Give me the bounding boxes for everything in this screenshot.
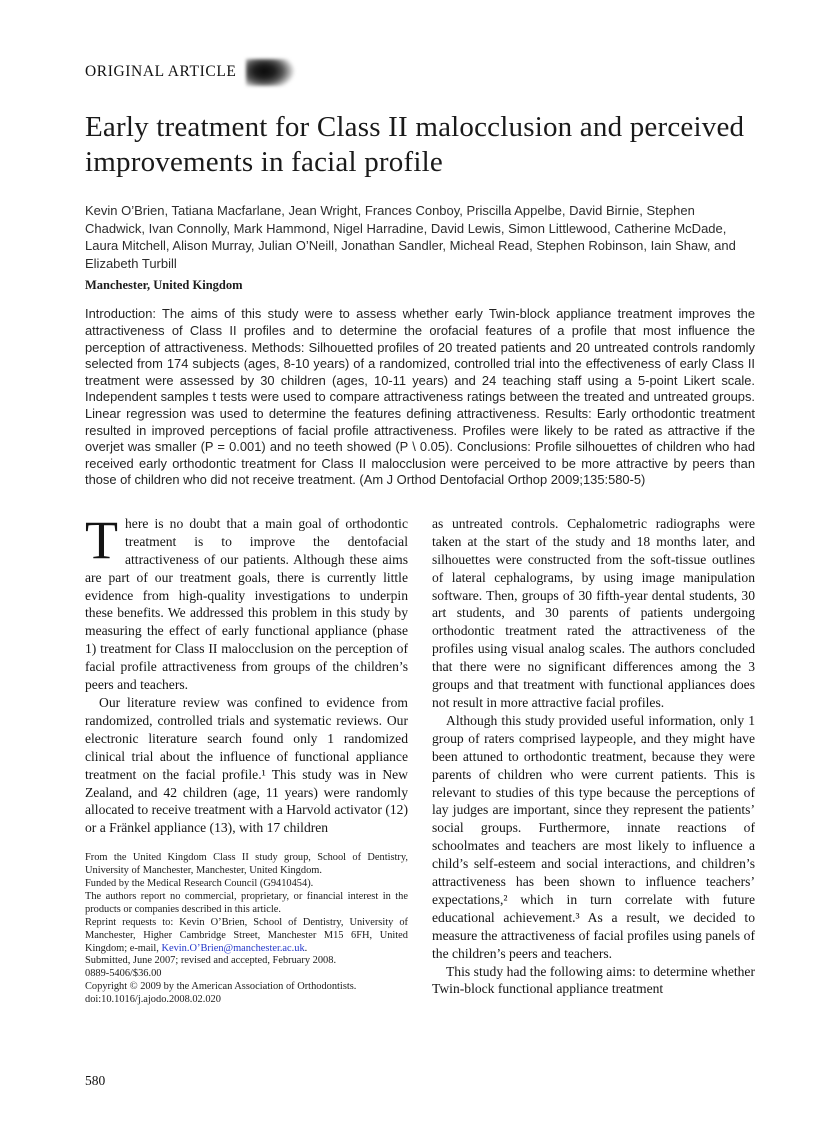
section-label: ORIGINAL ARTICLE — [85, 63, 237, 80]
footnote-affiliation: From the United Kingdom Class II study group, School of Dentistry, University of Manchester, Manchester, United Kingdom. — [85, 852, 408, 877]
footnote-submitted: Submitted, June 2007; revised and accepted, February 2008. — [85, 955, 337, 967]
paragraph-text: here is no doubt that a main goal of orthodontic treatment is to improve the dentofacial attractiveness of our patients. Although these aims are part of our treatment goals, there is currently little evidence from high-quality investigations to underpin these benefits. We addressed this problem in this study by measuring the effect of early functional appliance (phase 1) treatment for Class II malocclusion on the perception of facial profile attractiveness from groups of the children’s peers and teachers. — [85, 515, 408, 693]
left-column — [85, 509, 408, 1007]
author-list: Kevin O’Brien, Tatiana Macfarlane, Jean Wright, Frances Conboy, Priscilla Appelbe, David Birnie, Stephen Chadwick, Ivan Connolly, Mark Hammond, Nigel Harradine, David Lewis, Simon Littlewood, Catherine McDade, Laura Mitchell, Alison Murray, Julian O’Neill, Jonathan Sandler, Micheal Read, Stephen Robinson, Iain Shaw, and Elizabeth Turbill — [85, 203, 736, 271]
page-header — [85, 56, 755, 88]
footnote-doi: doi:10.1016/j.ajodo.2008.02.020 — [85, 994, 221, 1006]
body-paragraph — [85, 509, 408, 694]
abstract: Introduction: The aims of this study were to assess whether early Twin-block appliance treatment improves the attractiveness of Class II profiles and to determine the orofacial features of a profile that most influence the perception of attractiveness. Methods: Silhouetted profiles of 20 treated patients and 20 untreated controls randomly selected from 174 subjects (ages, 8-10 years) of a randomized, controlled trial into the effectiveness of early Class II treatment were assessed by 30 children (ages, 10-11 years) and 24 teaching staff using a 5-point Likert scale. Independent samples t tests were used to compare attractiveness ratings between the treated and untreated groups. Linear regression was used to determine the features defining attractiveness. Results: Early orthodontic treatment resulted in improved perceptions of facial profile attractiveness. Profiles were likely to be rated as attractive if the overjet was smaller (P = 0.001) and no teeth showed (P \ 0.05). Conclusions: Profile silhouettes of children who had received early orthodontic treatment for Class II malocclusion were perceived to be more attractive by peers than those of children who did not receive treatment. (Am J Orthod Dentofacial Orthop 2009;135:580-5) — [85, 306, 755, 488]
page-number: 580 — [85, 1073, 106, 1088]
body-paragraph: Our literature review was confined to evidence from randomized, controlled trials and systematic reviews. Our electronic literature search found only 1 randomized clinical trial about the influence of functional appliance treatment on the facial profile.¹ This study was in New Zealand, and 42 children (age, 11 years) were randomly allocated to receive treatment with a Harvold activator (12) or a Fränkel appliance (13), with 17 children — [85, 694, 408, 836]
footnote-reprints-period: . — [304, 942, 308, 954]
article-title: Early treatment for Class II malocclusion and perceived improvements in facial profile — [85, 111, 745, 178]
footnotes — [85, 852, 408, 1007]
body-paragraph: This study had the following aims: to determine whether Twin-block functional appliance treatment — [432, 963, 755, 997]
footnote-funding: Funded by the Medical Research Council (G9410454). — [85, 878, 314, 890]
body-paragraph: Although this study provided useful information, only 1 group of raters comprised laypeople, and they might have been attuned to orthodontic treatment, because they were parents of children who were current patients. This is relevant to studies of this type because the perceptions of lay judges are important, since they represent the patients’ social groups. Furthermore, innate reactions of schoolmates and teachers are most likely to influence a child’s self-esteem and social interactions, and children’s attractiveness has been shown to influence teachers’ expectations,² which in turn correlate with future educational achievement.³ As a result, we decided to measure the attractiveness of facial profiles using panels of the children’s peers and teachers. — [432, 712, 755, 961]
right-column — [432, 515, 755, 1007]
email-link[interactable]: Kevin.O’Brien@manchester.ac.uk — [161, 942, 305, 954]
body-paragraph: as untreated controls. Cephalometric radiographs were taken at the start of the study and 18 months later, and silhouettes were constructed from the soft-tissue outlines of lateral cephalograms, by using image manipulation software. Then, groups of 30 fifth-year dental students, 30 art students, and 30 parents of patients undergoing orthodontic treatment rated the attractiveness of the profiles using visual analog scales. The authors concluded that there were no significant differences among the 3 groups and that treatment with functional appliances does not result in more attractive facial profiles. — [432, 515, 755, 710]
body-columns — [85, 509, 755, 1007]
journal-logo-icon — [246, 59, 298, 86]
footnote-disclosure: The authors report no commercial, proprietary, or financial interest in the products or companies described in this article. — [85, 890, 408, 915]
dropcap: T — [85, 509, 118, 570]
footnote-reprints — [85, 917, 408, 956]
footnote-reprints-text: Reprint requests to: Kevin O’Brien, School of Dentistry, University of Manchester, Higher Cambridge Street, Manchester M15 6FH, United Kingdom; e-mail, — [85, 916, 408, 954]
footnote-copyright: Copyright © 2009 by the American Association of Orthodontists. — [85, 981, 357, 993]
affiliation: Manchester, United Kingdom — [85, 278, 243, 293]
footnote-issn: 0889-5406/$36.00 — [85, 968, 162, 980]
